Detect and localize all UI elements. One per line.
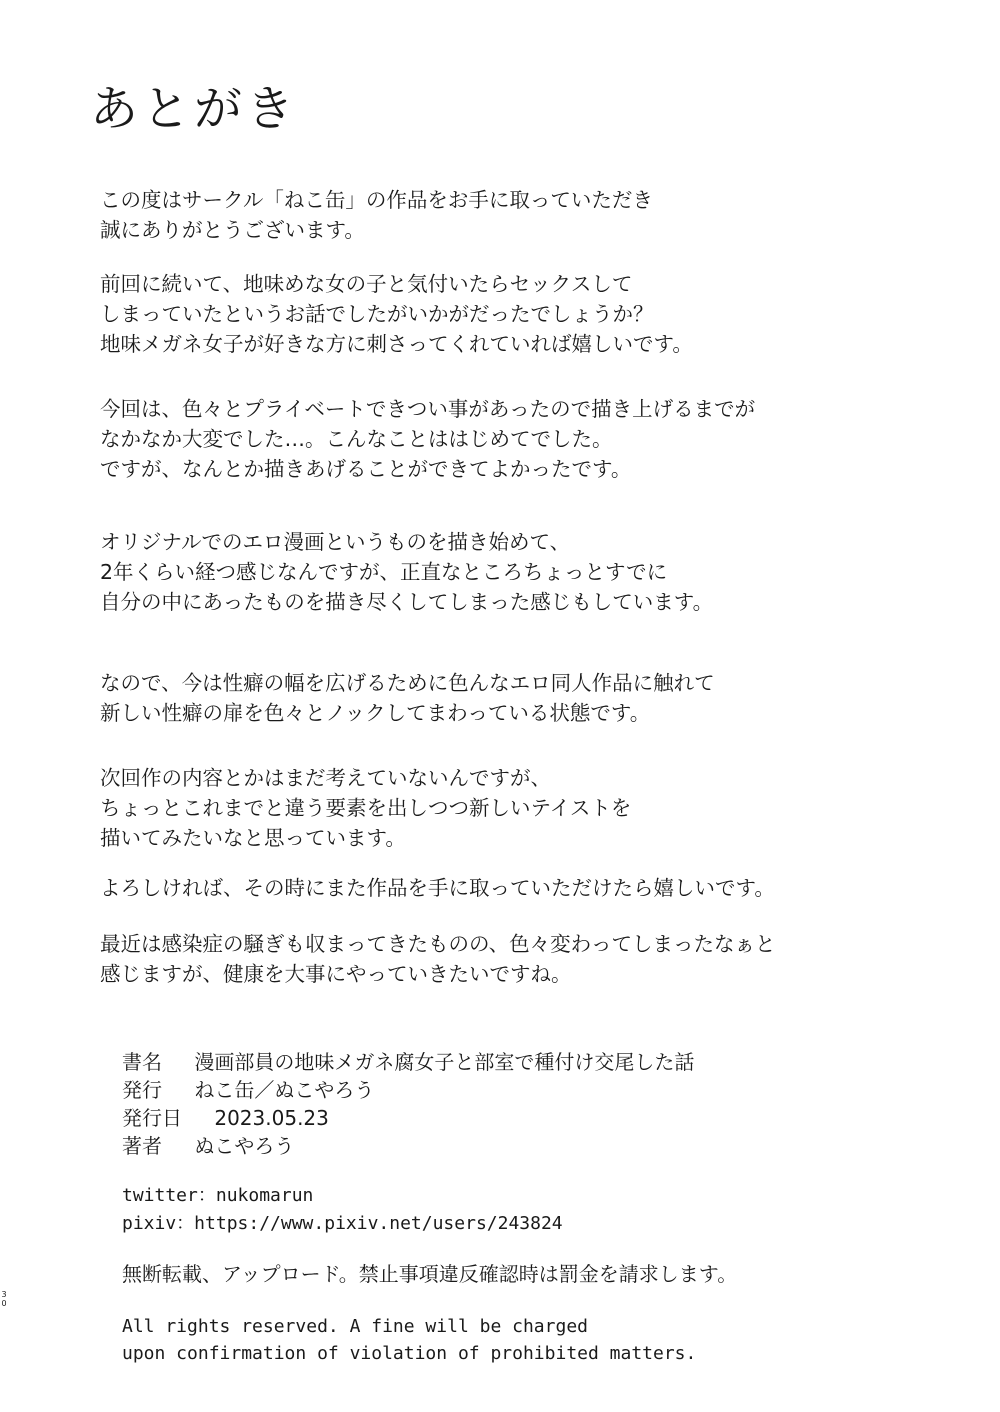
paragraph-5 (100, 668, 715, 728)
colophon-author (122, 1132, 694, 1160)
text-line: 地味メガネ女子が好きな方に刺さってくれていれば嬉しいです。 (100, 332, 693, 356)
page-number (0, 1290, 8, 1308)
paragraph-3 (100, 394, 755, 484)
paragraph-1 (100, 185, 653, 245)
text-line: なかなか大変でした…。こんなことははじめてでした。 (100, 427, 613, 451)
paragraph-7 (100, 873, 775, 903)
author-label: 著者 (122, 1134, 162, 1158)
text-line: 前回に続いて、地味めな女の子と気付いたらセックスして (100, 272, 633, 296)
text-line: オリジナルでのエロ漫画というものを描き始めて、 (100, 530, 571, 554)
text-line: なので、今は性癖の幅を広げるために色んなエロ同人作品に触れて (100, 671, 715, 695)
text-line: 2年くらい経つ感じなんですが、正直なところちょっとすでに (100, 560, 668, 584)
paragraph-2 (100, 269, 693, 359)
text-line: ちょっとこれまでと違う要素を出しつつ新しいテイストを (100, 796, 632, 820)
pixiv-link: pixiv：https://www.pixiv.net/users/243824 (122, 1213, 563, 1234)
colophon-date (122, 1104, 694, 1132)
social-links (122, 1182, 563, 1238)
date-value: 2023.05.23 (214, 1106, 329, 1130)
text-line: しまっていたというお話でしたがいかがだったでしょうか？ (100, 302, 654, 326)
text-line: よろしければ、その時にまた作品を手に取っていただけたら嬉しいです。 (100, 876, 775, 900)
copyright-notice-ja: 無断転載、アップロード。禁止事項違反確認時は罰金を請求します。 (122, 1262, 738, 1286)
author-value: ぬこやろう (194, 1134, 295, 1158)
publisher-label: 発行 (122, 1078, 162, 1102)
text-line: ですが、なんとか描きあげることができてよかったです。 (100, 457, 632, 481)
page-number-digit: 0 (1, 1299, 7, 1308)
paragraph-6 (100, 763, 631, 853)
text-line: この度はサークル「ねこ缶」の作品をお手に取っていただき (100, 188, 653, 212)
date-label: 発行日 (122, 1106, 182, 1130)
text-line: All rights reserved. A fine will be charged (122, 1316, 588, 1337)
colophon-publisher (122, 1076, 694, 1104)
text-line: 最近は感染症の騒ぎも収まってきたものの、色々変わってしまったなぁと (100, 932, 776, 956)
book-value: 漫画部員の地味メガネ腐女子と部室で種付け交尾した話 (194, 1050, 695, 1074)
page-number-digit: 3 (1, 1290, 7, 1299)
text-line: 次回作の内容とかはまだ考えていないんですが、 (100, 766, 551, 790)
paragraph-8 (100, 929, 775, 989)
page-title: あとがき (90, 81, 299, 137)
publisher-value: ねこ缶／ぬこやろう (194, 1078, 375, 1102)
copyright-notice-en (122, 1313, 696, 1367)
text-line: 描いてみたいなと思っています。 (100, 826, 406, 850)
text-line: 感じますが、健康を大事にやっていきたいですね。 (100, 962, 572, 986)
text-line: upon confirmation of violation of prohibited matters. (122, 1343, 697, 1364)
text-line: 今回は、色々とプライベートできつい事があったので描き上げるまでが (100, 397, 756, 421)
text-line: 自分の中にあったものを描き尽くしてしまった感じもしています。 (100, 590, 714, 614)
text-line: 新しい性癖の扉を色々とノックしてまわっている状態です。 (100, 701, 651, 725)
text-line: 誠にありがとうございます。 (100, 218, 365, 242)
colophon (122, 1048, 694, 1160)
twitter-link: twitter：nukomarun (122, 1185, 314, 1206)
paragraph-4 (100, 527, 713, 617)
book-label: 書名 (122, 1050, 162, 1074)
colophon-book (122, 1048, 694, 1076)
